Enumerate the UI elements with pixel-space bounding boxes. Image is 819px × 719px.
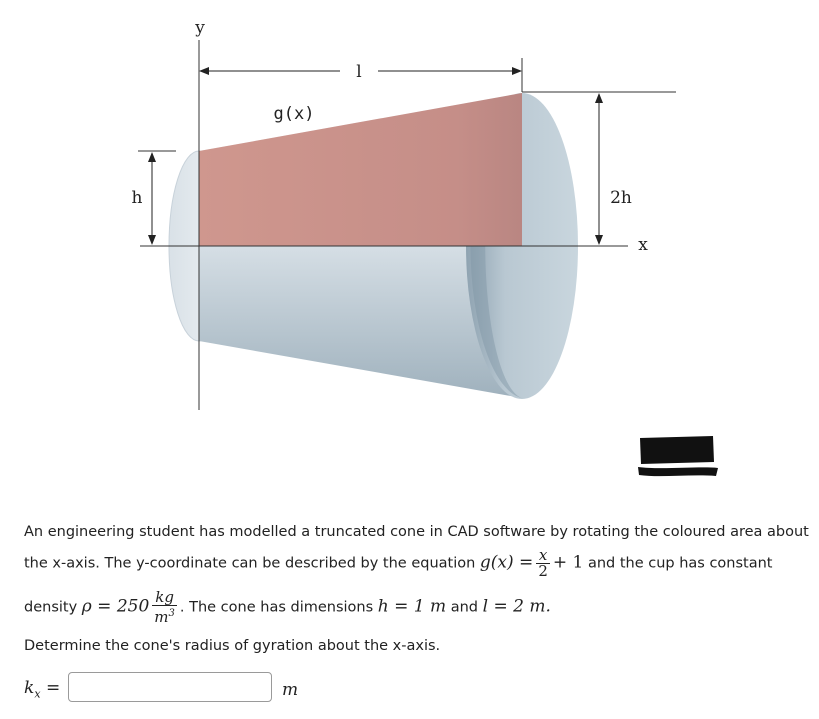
- density-value: ρ = 250: [81, 596, 150, 617]
- problem-line-2: [24, 548, 772, 579]
- equation-fraction: [536, 548, 550, 579]
- dimension-l: l = 2 m.: [482, 596, 551, 617]
- problem-line-3: [24, 590, 551, 625]
- y-axis-label: y: [195, 18, 205, 38]
- question-line: [24, 636, 440, 656]
- fraction-numerator: x: [536, 548, 550, 564]
- answer-input[interactable]: [68, 672, 272, 702]
- density-unit-numerator: kg: [152, 590, 177, 606]
- redaction-mark: [640, 436, 714, 464]
- gx-label: g(x): [273, 104, 315, 124]
- dimension-h: h = 1 m: [377, 596, 447, 617]
- dim-2h-label: 2h: [610, 188, 632, 208]
- answer-label: $k_x$ =: [24, 678, 61, 701]
- question-text: Determine the cone's radius of gyration about the x-axis.: [24, 638, 441, 654]
- redaction-scribble: [638, 467, 718, 476]
- answer-unit: m: [282, 680, 299, 700]
- problem-text-3: and the cup has constant: [587, 555, 773, 572]
- equation-plus-one: + 1: [552, 552, 584, 573]
- dim-l-label: l: [356, 62, 362, 82]
- density-unit-denominator: $m^3$: [154, 608, 175, 626]
- problem-text-and: and: [450, 599, 478, 616]
- problem-text-1: An engineering student has modelled a truncated cone in CAD software by rotating the coloured area about: [24, 524, 809, 540]
- problem-text-dimensions: . The cone has dimensions: [179, 599, 374, 616]
- problem-text-density: density: [24, 599, 78, 616]
- fraction-denominator: 2: [538, 562, 548, 580]
- problem-text-2: the x-axis. The y-coordinate can be described by the equation: [24, 555, 476, 572]
- problem-line-1: [24, 522, 809, 542]
- density-unit: [152, 590, 177, 625]
- dim-h-label: h: [131, 188, 143, 208]
- coloured-area: [199, 93, 522, 246]
- equation-g: g(x) =: [479, 552, 534, 573]
- x-axis-label: x: [638, 235, 648, 255]
